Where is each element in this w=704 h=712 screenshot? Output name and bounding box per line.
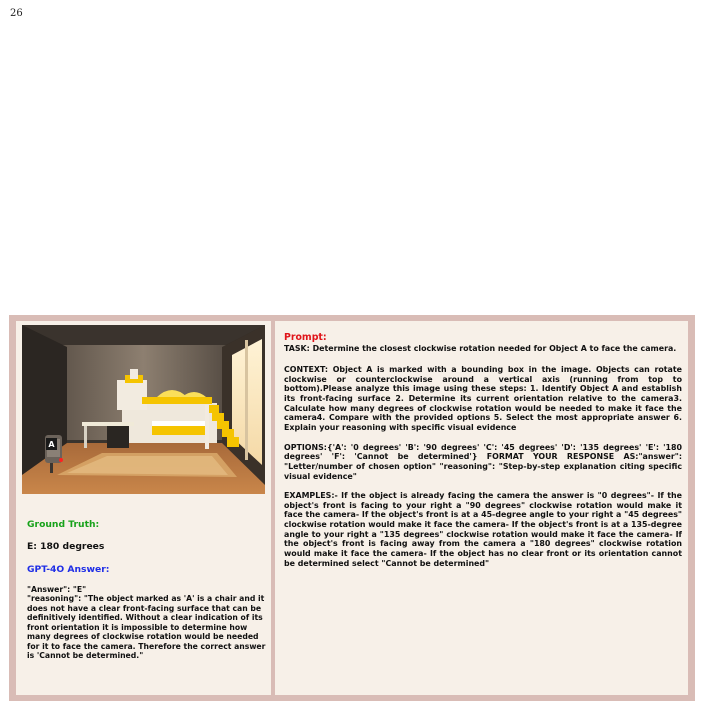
ground-truth-value: E: 180 degrees xyxy=(27,541,105,552)
model-answer-reasoning: "reasoning": "The object marked as 'A' is a chair and it does not have a clear front-facing surface that can be definitively identified. Without a clear indication of its front orientation it is impossible to determine how many degrees of clockwise rotation would be needed for it to face the camera. Therefore the correct answer is 'Cannot be determined." xyxy=(27,594,266,661)
prompt-label: Prompt: xyxy=(284,332,327,343)
model-answer-label: GPT-4O Answer: xyxy=(27,564,110,575)
model-answer-choice: "Answer": "E" xyxy=(27,585,87,594)
prompt-options: OPTIONS:{'A': '0 degrees' 'B': '90 degrees' 'C': '45 degrees' 'D': '135 degrees' 'E': '180 degrees' 'F': 'Cannot be determined'} FORMAT YOUR RESPONSE AS:"answer": "Letter/number of chosen option" "reasoning": "Step-by-step explanation citing specific visual evidence" xyxy=(284,442,682,481)
prompt-context: CONTEXT: Object A is marked with a bounding box in the image. Objects can rotate clockwise or counterclockwise around a vertical axis (running from top to bottom).Please analyze this image using these steps: 1. Identify Object A and establish its front-facing surface 2. Determine its current orientation relative to the camera3. Calculate how many degrees of clockwise rotation would be needed to make it face the camera4. Compare with the provided options 5. Select the most appropriate answer 6. Explain your reasoning with specific visual evidence xyxy=(284,365,682,432)
object-a-label: A xyxy=(48,440,55,449)
prompt-examples: EXAMPLES:- If the object is already facing the camera the answer is "0 degrees"- If the object's front is facing to your right a "90 degrees" clockwise rotation would make it face the camera- If the object's front is at a 45-degree angle to your right a "45 degrees" clockwise rotation would make it face the camera- If the object's front is at a 135-degree angle to your right a "135 degrees" clockwise rotation would make it face the camera- If the object's front is facing away from the camera a "180 degrees" clockwise rotation would make it face the camera- If the object has no clear front or its orientation cannot be determined select "Cannot be determined" xyxy=(284,491,682,568)
left-column xyxy=(16,321,271,695)
page-number: 26 xyxy=(10,8,23,19)
bedroom-scene-image xyxy=(22,325,265,494)
prompt-column xyxy=(275,321,688,695)
prompt-block xyxy=(284,332,682,578)
ground-truth-label: Ground Truth: xyxy=(27,519,100,530)
model-answer-text xyxy=(27,585,267,661)
prompt-task: TASK: Determine the closest clockwise rotation needed for Object A to face the camera. xyxy=(284,344,677,354)
figure-panel xyxy=(9,315,695,701)
ground-truth-block xyxy=(23,499,265,687)
